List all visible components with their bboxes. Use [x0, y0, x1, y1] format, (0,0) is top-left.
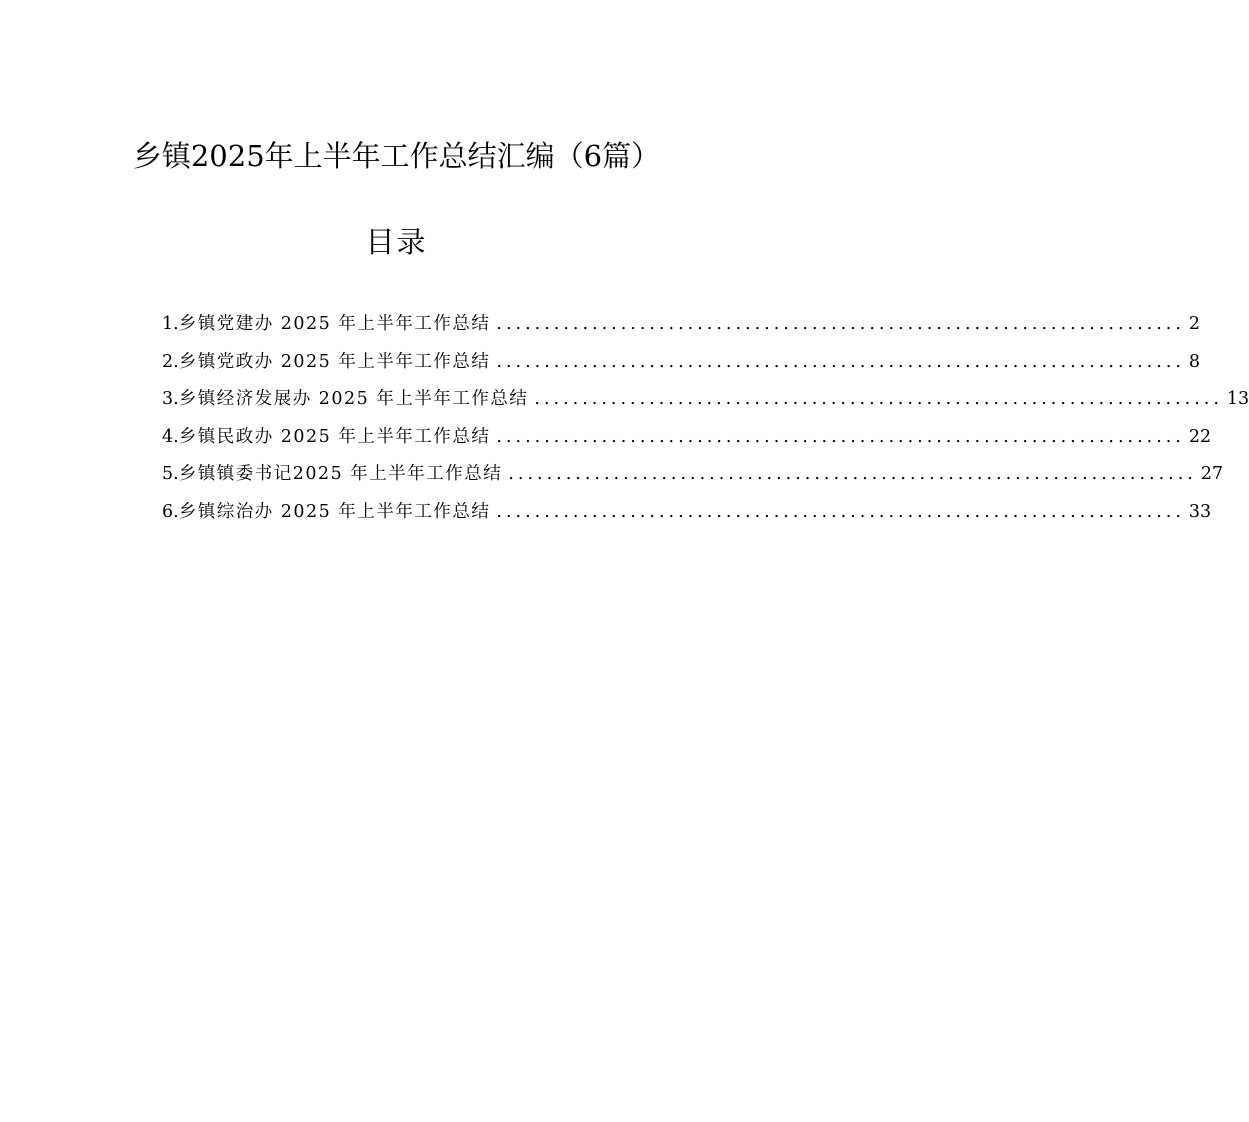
toc-entry-page: 8 — [1188, 351, 1201, 372]
toc-entry-title: 乡镇经济发展办 2025 年上半年工作总结 — [178, 389, 529, 410]
toc-entry-number: 5. — [162, 464, 179, 485]
toc-entry-page: 2 — [1188, 314, 1201, 334]
toc-entry-title: 乡镇党建办 2025 年上半年工作总结 — [178, 314, 491, 334]
toc-entry-title: 乡镇党政办 2025 年上半年工作总结 — [178, 351, 491, 372]
toc-entry-number: 1. — [162, 314, 179, 334]
toc-entry-title: 乡镇综治办 2025 年上半年工作总结 — [178, 501, 491, 522]
toc-dot-leader: ........................................................................ — [534, 389, 1223, 410]
toc-dot-leader: ........................................................................ — [496, 314, 1185, 334]
toc-entry-page: 33 — [1188, 501, 1212, 522]
toc-entry-number: 3. — [162, 389, 179, 410]
toc-entry-page: 27 — [1200, 464, 1224, 485]
toc-entry-page: 13 — [1226, 389, 1249, 410]
toc-dot-leader: ........................................................................ — [496, 501, 1185, 522]
toc-entry-6[interactable] — [162, 494, 1212, 532]
toc-dot-leader: ........................................................................ — [496, 426, 1185, 447]
table-of-contents — [162, 306, 1249, 532]
toc-entry-number: 2. — [162, 351, 179, 372]
toc-entry-number: 4. — [162, 426, 179, 447]
toc-entry-4[interactable] — [162, 419, 1212, 457]
toc-heading: 目录 — [365, 225, 428, 259]
document-title: 乡镇2025年上半年工作总结汇编（6篇） — [132, 139, 661, 173]
toc-entry-number: 6. — [162, 501, 179, 522]
toc-entry-1[interactable] — [162, 306, 1201, 344]
toc-entry-3[interactable] — [162, 381, 1249, 419]
toc-entry-page: 22 — [1188, 426, 1212, 447]
toc-dot-leader: ........................................................................ — [496, 351, 1185, 372]
toc-entry-5[interactable] — [162, 456, 1224, 494]
toc-entry-title: 乡镇民政办 2025 年上半年工作总结 — [178, 426, 491, 447]
toc-dot-leader: ........................................................................ — [508, 464, 1197, 485]
toc-entry-2[interactable] — [162, 344, 1201, 382]
toc-entry-title: 乡镇镇委书记2025 年上半年工作总结 — [178, 464, 503, 485]
